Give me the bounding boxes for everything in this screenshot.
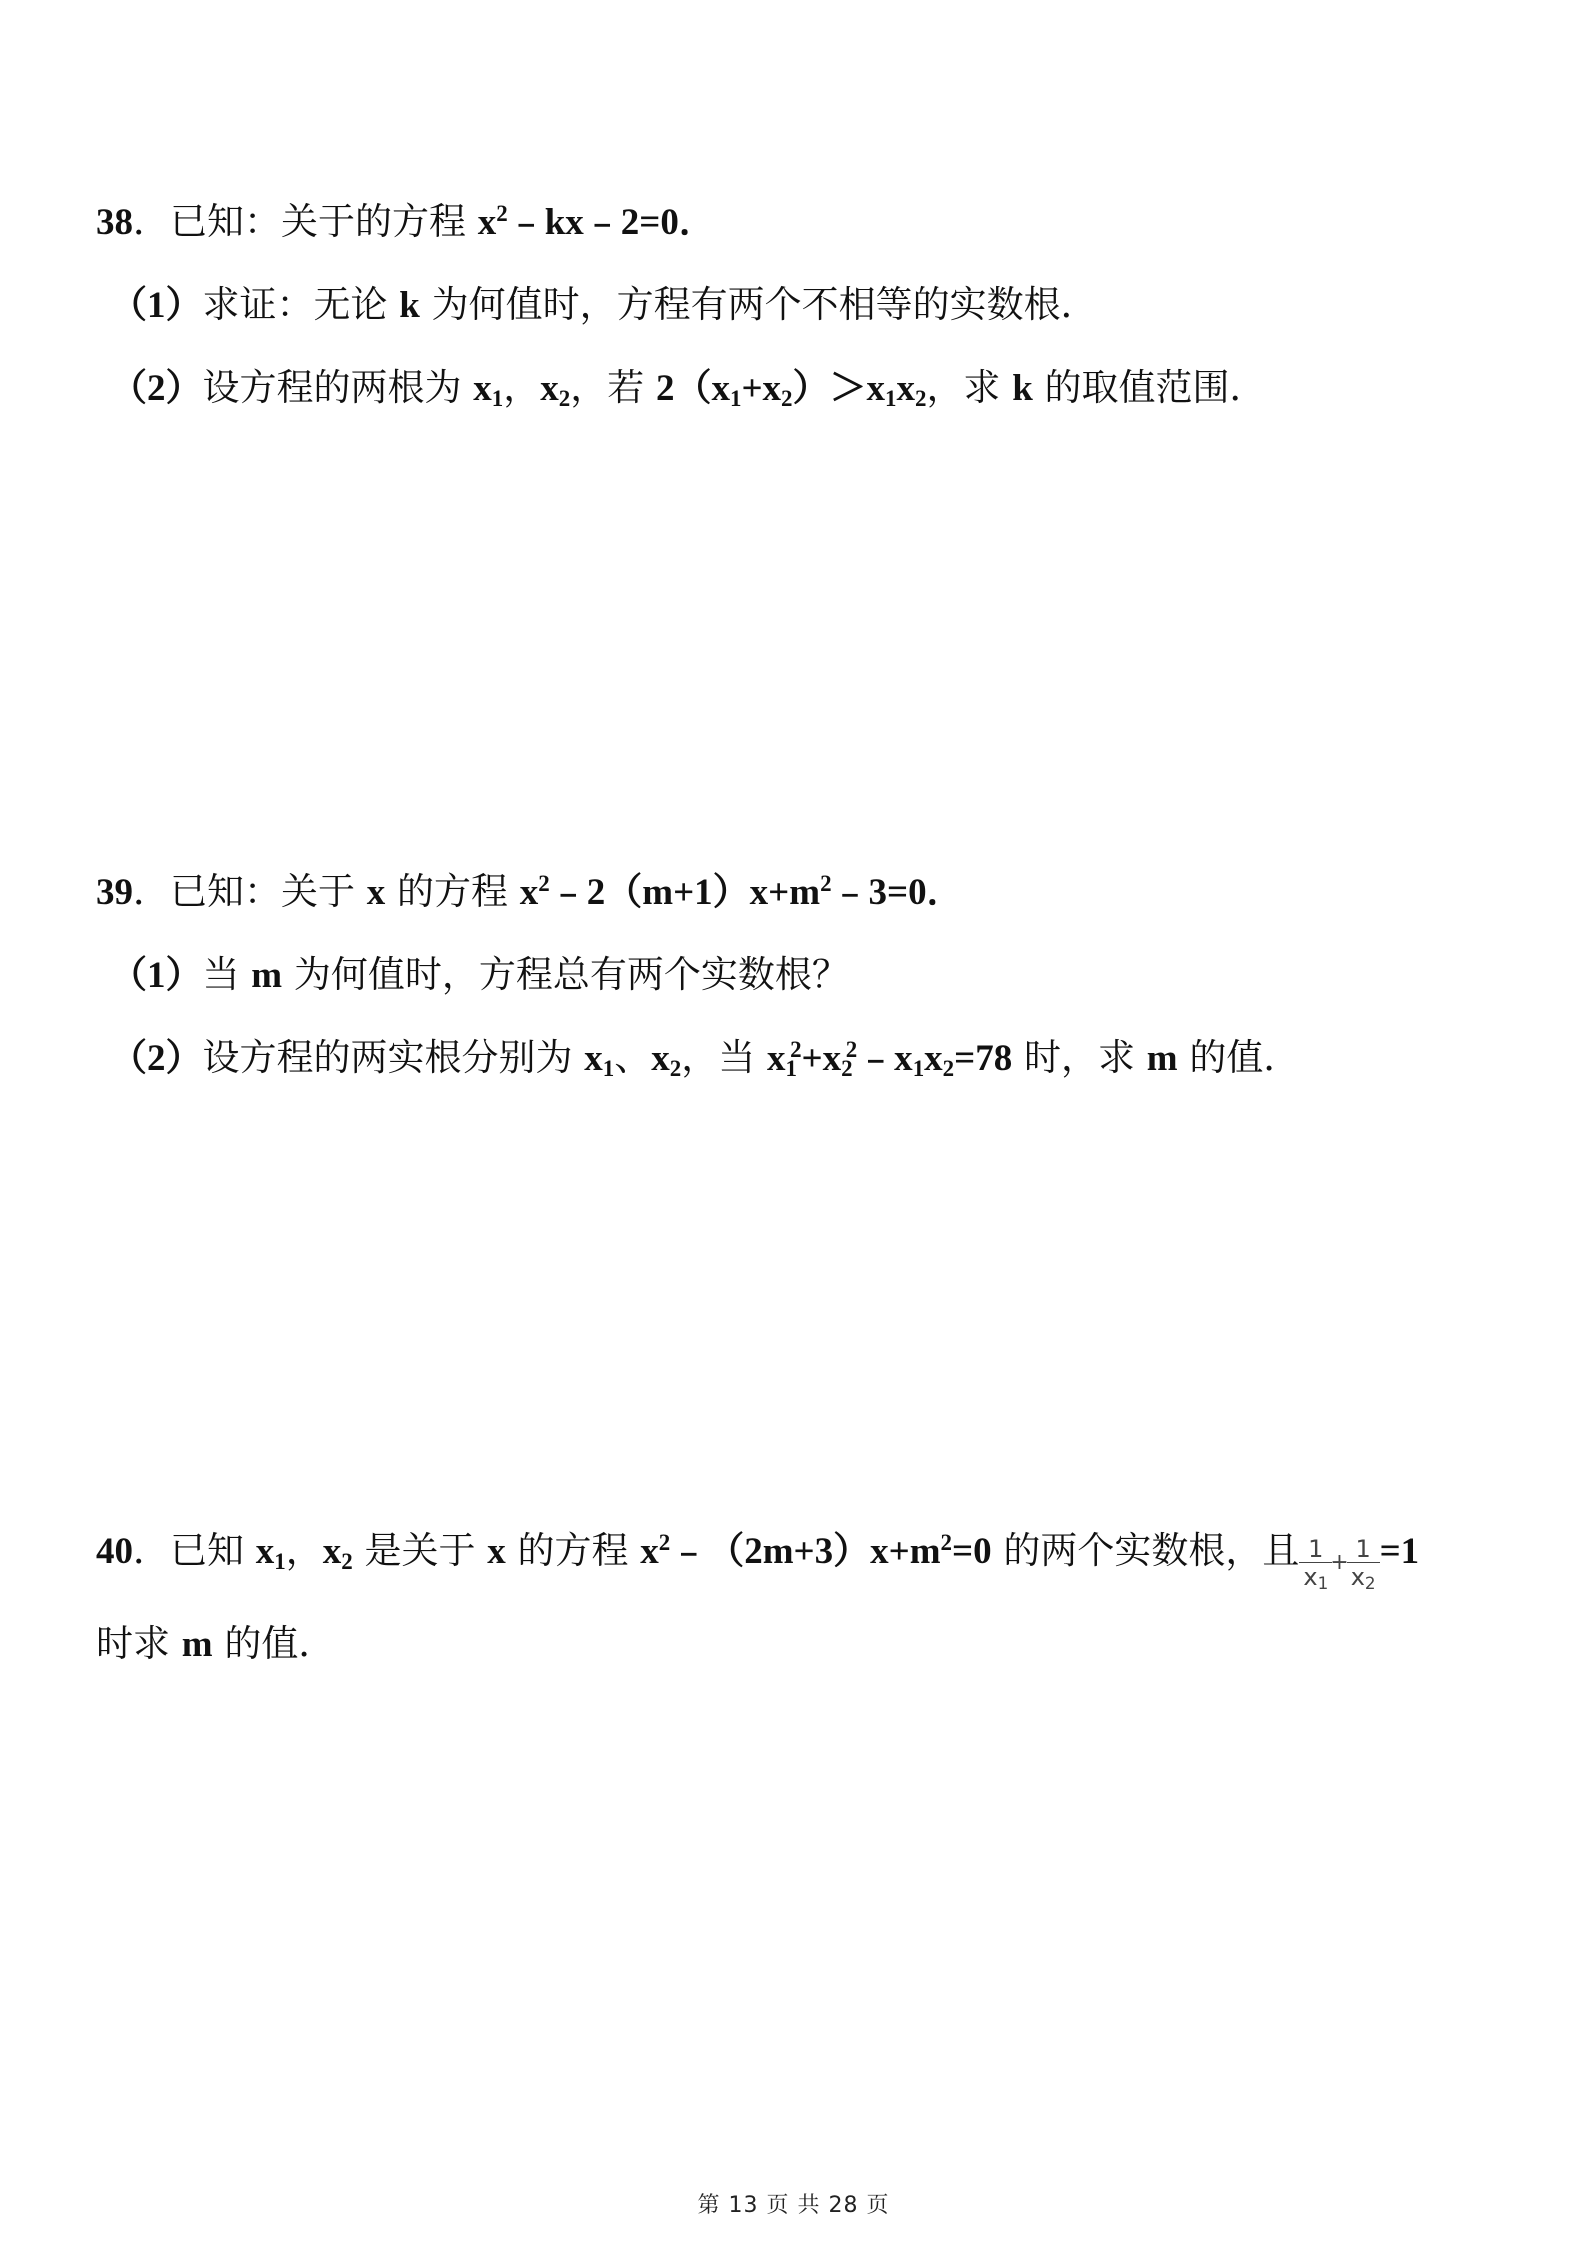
q38-number: 38 [96,202,133,243]
q39-stem: 39．已知：关于 x 的方程 $x^2﹣2(m+1)x+m^2﹣3=0$． [96,870,964,913]
fraction-1-over-x1: $\frac{1}{x_1}$ [1299,1536,1332,1591]
q39-part2: （2）设方程的两实根分别为 $x_1$、$x_2$，当 $x_1^2+x_2^2﹣x_1x_2=78$ 时，求 m 的值． [110,1036,1301,1082]
q39-part1: （1）当 m 为何值时，方程总有两个实数根？ [110,953,849,996]
q38-part2: （2）设方程的两根为 $x_1$，$x_2$，若 $2(x_1+x_2)>x_1x_2$，求 k 的取值范围． [110,366,1267,412]
q38-part1: （1）求证：无论 k 为何值时，方程有两个不相等的实数根． [110,283,1098,326]
q39-number: 39 [96,872,133,913]
q40-stem: 40．已知 $x_1$，$x_2$ 是关于 x 的方程 $x^2﹣(2m+3)x+m^2=0$ 的两个实数根，且 $\frac{1}{x_1}$ + $\frac{1}{x_2}$ =1 [96,1529,1420,1594]
fraction-plus-sign: + [1330,1550,1349,1575]
fraction-1-over-x2: $\frac{1}{x_2}$ [1347,1536,1380,1591]
q38-stem: 38．已知：关于的方程 $x^2﹣kx﹣2=0$． [96,200,716,243]
q40-number: 40 [96,1531,133,1572]
page-number-footer: 第 13 页 共 28 页 [697,2193,890,2218]
q40-line2: 时求 m 的值． [96,1622,336,1665]
